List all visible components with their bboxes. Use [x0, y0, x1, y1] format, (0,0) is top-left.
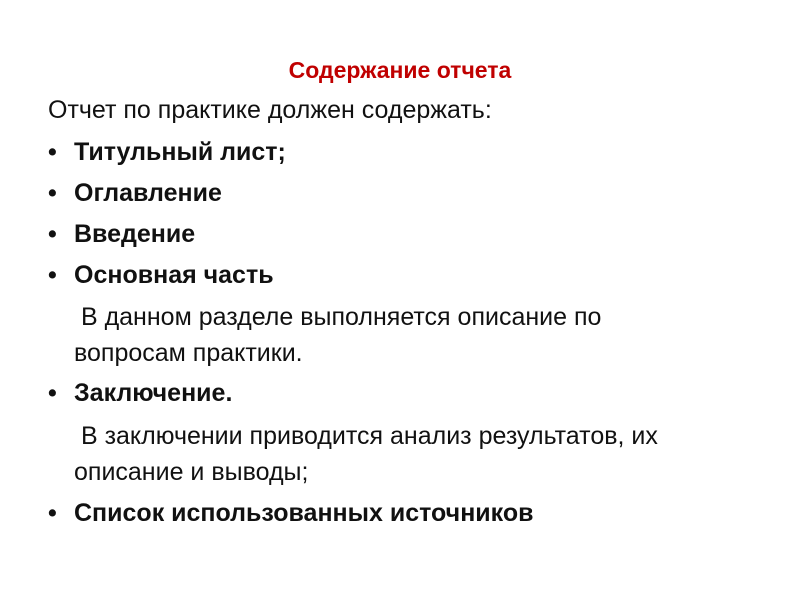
bullet-icon: • [48, 138, 57, 166]
list-item-references [48, 497, 534, 529]
conclusion-description [74, 418, 754, 490]
conclusion-description-line-1: В заключении приводится анализ результатов, их [74, 422, 658, 450]
slide-title: Содержание отчета [288, 57, 512, 83]
list-item-introduction [48, 218, 195, 250]
list-item-label: Введение [74, 220, 196, 248]
conclusion-description-line-2: описание и выводы; [74, 458, 309, 486]
list-item-label: Оглавление [74, 179, 222, 207]
list-item-label: Основная часть [74, 261, 274, 289]
bullet-icon: • [48, 379, 57, 407]
list-item-label: Список использованных источников [74, 499, 534, 527]
list-item-label: Заключение. [74, 379, 233, 407]
list-item-table-of-contents [48, 177, 222, 209]
list-item-label: Титульный лист; [74, 138, 286, 166]
bullet-icon: • [48, 220, 57, 248]
bullet-icon: • [48, 261, 57, 289]
list-item-conclusion [48, 377, 232, 409]
main-part-description [74, 299, 754, 371]
main-part-description-line-2: вопросам практики. [74, 339, 303, 367]
list-item-title-page [48, 136, 286, 168]
intro-text: Отчет по практике должен содержать: [48, 96, 492, 124]
bullet-icon: • [48, 499, 57, 527]
main-part-description-line-1: В данном разделе выполняется описание по [74, 303, 602, 331]
list-item-main-part [48, 259, 274, 291]
bullet-icon: • [48, 179, 57, 207]
